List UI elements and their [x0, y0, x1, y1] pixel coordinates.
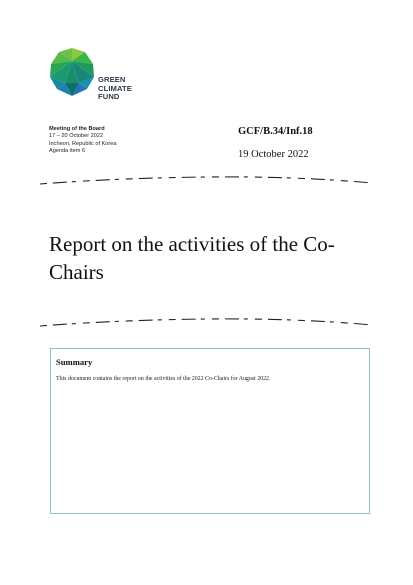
green-climate-fund-globe-icon — [49, 47, 95, 97]
document-reference: GCF/B.34/Inf.18 — [238, 126, 313, 137]
document-title: Report on the activities of the Co-Chairs — [49, 232, 335, 284]
summary-text: This document contains the report on the activities of the 2022 Co-Chairs for August 2022. — [56, 376, 271, 382]
logo-wordmark — [98, 76, 132, 102]
meeting-dates: 17 – 20 October 2022 — [49, 133, 104, 140]
meeting-location: Incheon, Republic of Korea — [49, 140, 117, 147]
meeting-agenda-item: Agenda item 6 — [49, 147, 86, 154]
summary-box — [50, 348, 370, 514]
bottom-divider — [38, 314, 374, 328]
document-date: 19 October 2022 — [238, 149, 309, 160]
logo-line-climate: CLIMATE — [98, 83, 132, 93]
gcf-logo — [49, 47, 149, 109]
logo-line-fund: FUND — [98, 92, 120, 102]
meeting-heading: Meeting of the Board — [49, 126, 105, 132]
summary-heading: Summary — [56, 357, 93, 367]
logo-line-green: GREEN — [98, 75, 126, 84]
top-divider — [38, 172, 374, 186]
meeting-info — [49, 126, 189, 155]
